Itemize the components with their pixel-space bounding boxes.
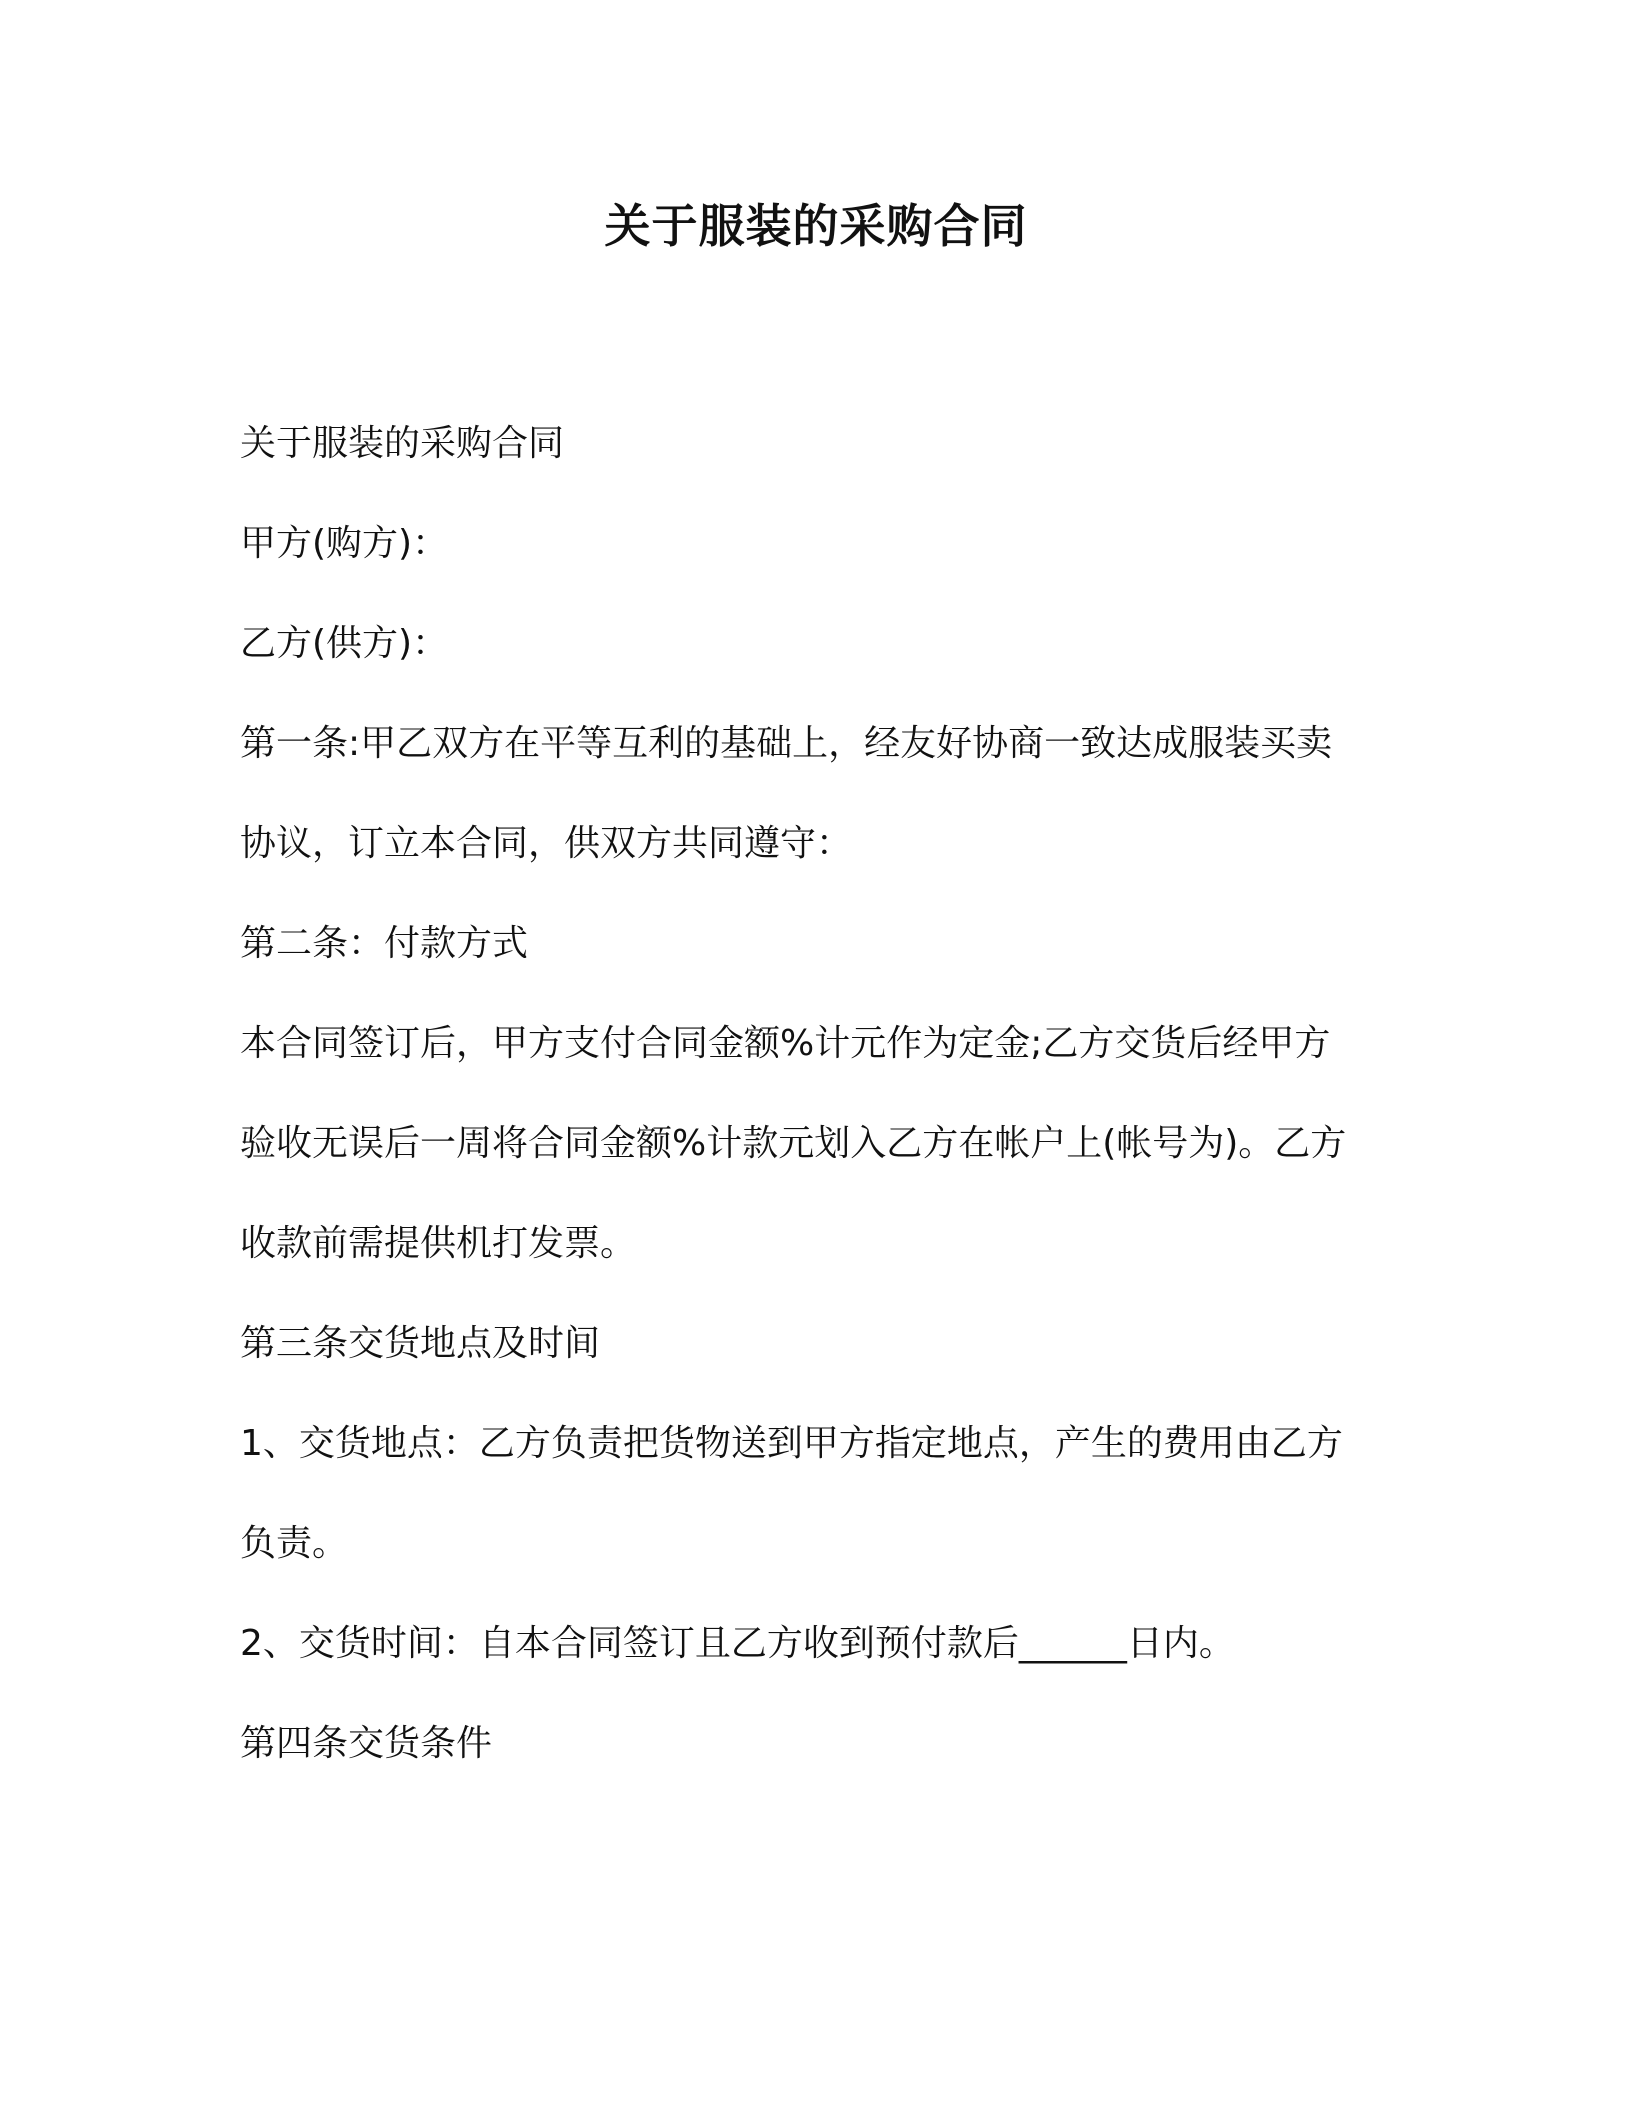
document-title: 关于服装的采购合同	[604, 199, 1028, 253]
body-line-article-2-text-1: 本合同签订后，甲方支付合同金额%计元作为定金;乙方交货后经甲方	[240, 1023, 1331, 1064]
body-line-article-1: 第一条:甲乙双方在平等互利的基础上，经友好协商一致达成服装买卖	[240, 723, 1333, 764]
body-line-delivery-time: 2、交货时间：自本合同签订且乙方收到预付款后______日内。	[240, 1623, 1235, 1664]
body-line-article-2-text-2: 验收无误后一周将合同金额%计款元划入乙方在帐户上(帐号为)。乙方	[240, 1123, 1347, 1164]
body-line-article-3-heading: 第三条交货地点及时间	[240, 1323, 601, 1364]
body-line-delivery-place: 1、交货地点：乙方负责把货物送到甲方指定地点，产生的费用由乙方	[240, 1423, 1343, 1464]
body-line-article-2-heading: 第二条：付款方式	[240, 923, 529, 964]
body-line-party-b: 乙方(供方)：	[240, 623, 449, 664]
body-line-article-1-cont: 协议，订立本合同，供双方共同遵守：	[240, 823, 853, 864]
body-line-party-a: 甲方(购方)：	[240, 523, 449, 564]
body-line-subtitle: 关于服装的采购合同	[240, 423, 565, 464]
body-line-article-4-heading: 第四条交货条件	[240, 1723, 493, 1764]
body-line-article-2-text-3: 收款前需提供机打发票。	[240, 1223, 637, 1264]
body-line-delivery-place-cont: 负责。	[240, 1523, 349, 1564]
